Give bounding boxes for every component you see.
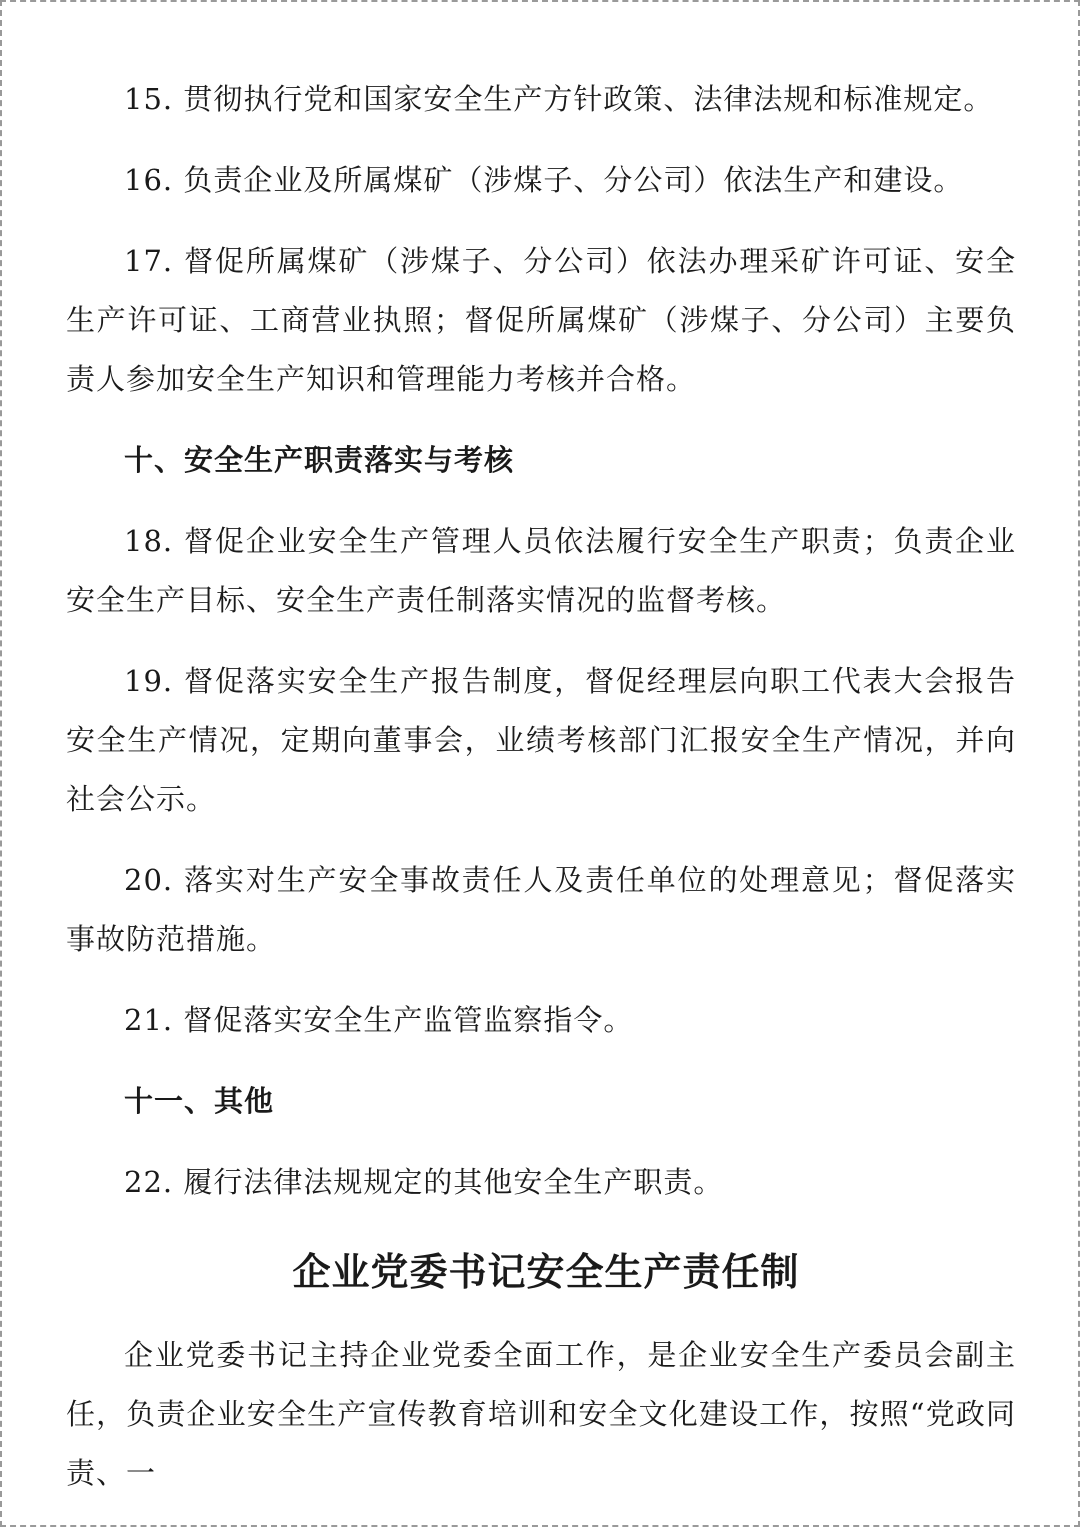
item-21: 21. 督促落实安全生产监管监察指令。 <box>124 1003 634 1037</box>
section-heading-11: 十一、其他 <box>124 1084 275 1118</box>
section-heading-10: 十、安全生产职责落实与考核 <box>124 443 515 477</box>
item-20: 20. 落实对生产安全事故责任人及责任单位的处理意见；督促落实事故防范措施。 <box>66 863 1016 956</box>
document-title: 企业党委书记安全生产责任制 <box>292 1249 800 1294</box>
item-15: 15. 贯彻执行党和国家安全生产方针政策、法律法规和标准规定。 <box>124 82 994 116</box>
item-22: 22. 履行法律法规规定的其他安全生产职责。 <box>124 1165 724 1199</box>
item-17: 17. 督促所属煤矿（涉煤子、分公司）依法办理采矿许可证、安全生产许可证、工商营业执照；督促所属煤矿（涉煤子、分公司）主要负责人参加安全生产知识和管理能力考核并合格。 <box>66 244 1016 396</box>
item-16: 16. 负责企业及所属煤矿（涉煤子、分公司）依法生产和建设。 <box>124 163 964 197</box>
document-body <box>66 70 1016 1503</box>
item-18: 18. 督促企业安全生产管理人员依法履行安全生产职责；负责企业安全生产目标、安全生产责任制落实情况的监督考核。 <box>66 524 1016 617</box>
intro-paragraph: 企业党委书记主持企业党委全面工作，是企业安全生产委员会副主任，负责企业安全生产宣传教育培训和安全文化建设工作，按照“党政同责、一 <box>66 1338 1016 1490</box>
item-19: 19. 督促落实安全生产报告制度，督促经理层向职工代表大会报告安全生产情况，定期向董事会，业绩考核部门汇报安全生产情况，并向社会公示。 <box>66 664 1016 816</box>
